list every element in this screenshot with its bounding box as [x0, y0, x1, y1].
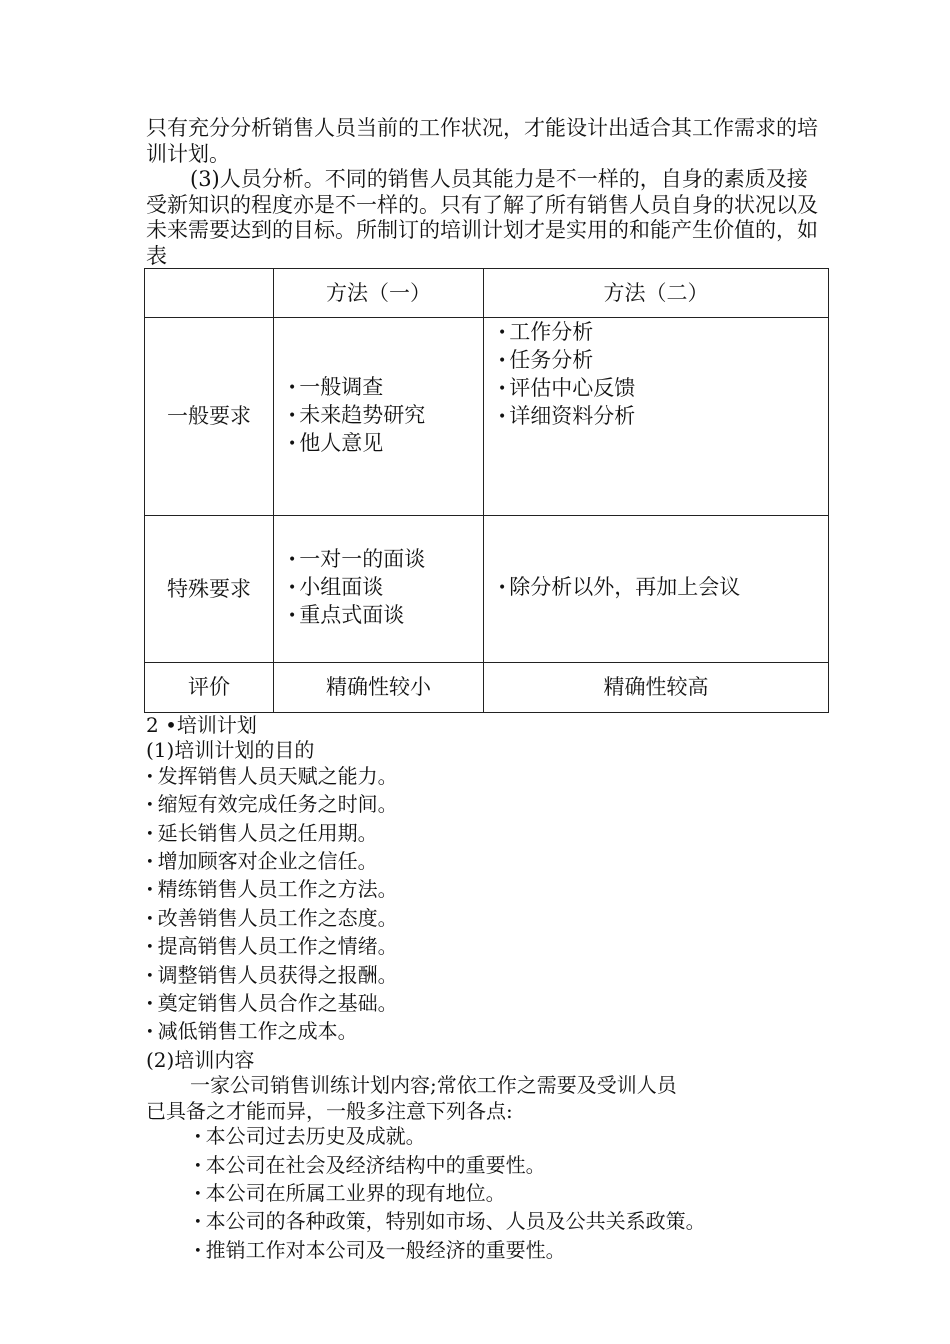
list-item: • 重点式面谈	[288, 603, 405, 627]
bullet-icon: •	[146, 769, 154, 785]
content-paragraph-line-2: 已具备之才能而异，一般多注意下列各点:	[146, 1098, 513, 1123]
bullet-icon: •	[498, 580, 507, 596]
intro-paragraph-2: (3)人员分析。不同的销售人员其能力是不一样的，自身的素质及接受新知识的程度亦是不一样的。只有了解了所有销售人员自身的状况以及未来需要达到的目标。所制订的培训计划才是实用的和能产生价值的，如表	[146, 167, 818, 268]
list-item: • 本公司在所属工业界的现有地位。	[194, 1180, 506, 1205]
header-method-2: 方法（二）	[484, 269, 829, 318]
bullet-icon: •	[146, 826, 154, 842]
list-item: • 推销工作对本公司及一般经济的重要性。	[194, 1237, 566, 1262]
list-item: • 发挥销售人员天赋之能力。	[146, 763, 398, 788]
list-item: • 他人意见	[288, 430, 384, 455]
list-item: • 详细资料分析	[498, 404, 636, 428]
bullet-icon: •	[194, 1130, 202, 1146]
bullet-icon: •	[194, 1243, 202, 1259]
subheading-purpose: (1)培训计划的目的	[146, 738, 315, 763]
special-method-1-list	[274, 516, 484, 663]
table-header-row	[145, 269, 829, 318]
header-empty-cell	[145, 269, 274, 318]
bullet-icon: •	[146, 883, 154, 899]
row-label-general: 一般要求	[145, 318, 274, 516]
general-method-2-list	[484, 318, 829, 516]
bullet-icon: •	[146, 911, 154, 927]
list-item: • 缩短有效完成任务之时间。	[146, 792, 398, 817]
table-row-general	[145, 318, 829, 516]
evaluation-method-1: 精确性较小	[274, 663, 484, 713]
bullet-icon: •	[146, 798, 154, 814]
bullet-icon: •	[146, 855, 154, 871]
bullet-icon: •	[146, 997, 154, 1013]
training-plan-section	[146, 713, 826, 1266]
section-heading: 2 •培训计划	[146, 713, 257, 737]
list-item: • 延长销售人员之任用期。	[146, 820, 378, 845]
table-row-evaluation	[145, 663, 829, 713]
list-item: • 减低销售工作之成本。	[146, 1019, 358, 1044]
bullet-icon: •	[288, 379, 297, 396]
evaluation-method-2: 精确性较高	[484, 663, 829, 713]
bullet-icon: •	[498, 381, 507, 397]
bullet-icon: •	[194, 1186, 202, 1202]
row-label-special: 特殊要求	[145, 516, 274, 663]
list-item: • 奠定销售人员合作之基础。	[146, 991, 398, 1016]
comparison-table	[144, 268, 829, 713]
list-item: • 除分析以外，再加上会议	[498, 575, 741, 599]
list-item: • 本公司的各种政策，特别如市场、人员及公共关系政策。	[194, 1209, 706, 1234]
bullet-icon: •	[288, 552, 297, 568]
bullet-icon: •	[146, 968, 154, 984]
list-item: • 改善销售人员工作之态度。	[146, 905, 398, 930]
bullet-icon: •	[194, 1158, 202, 1174]
bullet-icon: •	[146, 940, 154, 956]
row-label-evaluation: 评价	[145, 663, 274, 713]
list-item: • 一对一的面谈	[288, 547, 426, 571]
general-method-1-list	[274, 318, 484, 516]
bullet-icon: •	[288, 580, 297, 596]
list-item: • 提高销售人员工作之情绪。	[146, 934, 398, 959]
special-method-2-list	[484, 516, 829, 663]
list-item: • 一般调查	[288, 374, 384, 399]
bullet-icon: •	[288, 435, 297, 452]
bullet-icon: •	[498, 353, 507, 369]
bullet-icon: •	[146, 1025, 154, 1041]
subheading-content: (2)培训内容	[146, 1047, 255, 1072]
list-item: • 工作分析	[498, 320, 594, 344]
intro-text	[146, 116, 826, 269]
bullet-icon: •	[288, 608, 297, 624]
list-item: • 精练销售人员工作之方法。	[146, 877, 398, 902]
list-item: • 调整销售人员获得之报酬。	[146, 962, 398, 987]
list-item: • 评估中心反馈	[498, 376, 636, 400]
list-item: • 本公司过去历史及成就。	[194, 1124, 426, 1149]
list-item: • 未来趋势研究	[288, 402, 426, 427]
bullet-icon: •	[498, 325, 507, 341]
content-paragraph-line-1: 一家公司销售训练计划内容;常依工作之需要及受训人员	[190, 1073, 677, 1098]
bullet-icon: •	[498, 409, 507, 425]
header-method-1: 方法（一）	[274, 269, 484, 318]
bullet-icon: •	[288, 407, 297, 424]
bullet-icon: •	[194, 1215, 202, 1231]
table-row-special	[145, 516, 829, 663]
intro-paragraph-1: 只有充分分析销售人员当前的工作状况，才能设计出适合其工作需求的培训计划。	[146, 116, 818, 166]
list-item: • 增加顾客对企业之信任。	[146, 849, 378, 874]
list-item: • 本公司在社会及经济结构中的重要性。	[194, 1152, 546, 1177]
list-item: • 小组面谈	[288, 575, 384, 599]
list-item: • 任务分析	[498, 348, 594, 372]
